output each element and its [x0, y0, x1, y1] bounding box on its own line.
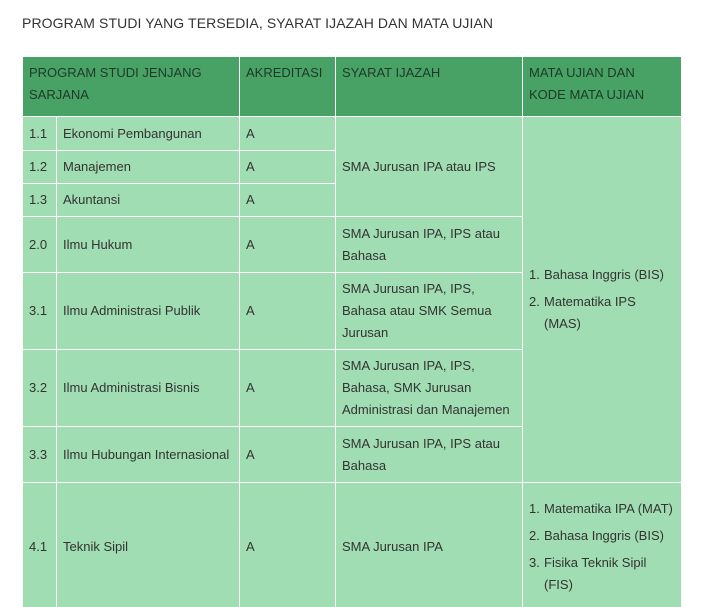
col-header-mata-ujian: MATA UJIAN DAN KODE MATA UJIAN: [523, 57, 682, 117]
syarat-ijazah: SMA Jurusan IPA atau IPS: [336, 117, 523, 217]
syarat-ijazah: SMA Jurusan IPA, IPS atau Bahasa: [336, 217, 523, 273]
syarat-ijazah: SMA Jurusan IPA, IPS atau Bahasa: [336, 427, 523, 483]
mata-ujian-list: [529, 264, 675, 335]
row-number: 1.1: [23, 117, 57, 151]
table-header-row: [23, 57, 682, 117]
akreditasi-value: A: [240, 217, 336, 273]
mata-ujian-cell: [523, 117, 682, 483]
akreditasi-value: A: [240, 427, 336, 483]
program-name: Ilmu Administrasi Publik: [57, 273, 240, 350]
list-item: 3. Fisika Teknik Sipil (FIS): [529, 554, 647, 592]
syarat-ijazah: SMA Jurusan IPA, IPS, Bahasa atau SMK Semua Jurusan: [336, 273, 523, 350]
program-name: Teknik Sipil: [57, 483, 240, 607]
list-item: 2. Matematika IPS (MAS): [529, 294, 636, 331]
row-number: 4.1: [23, 483, 57, 607]
col-header-syarat: SYARAT IJAZAH: [336, 57, 523, 117]
program-name: Akuntansi: [57, 184, 240, 217]
program-name: Ekonomi Pembangunan: [57, 117, 240, 151]
row-number: 1.3: [23, 184, 57, 217]
akreditasi-value: A: [240, 350, 336, 427]
row-number: 3.1: [23, 273, 57, 350]
akreditasi-value: A: [240, 184, 336, 217]
akreditasi-value: A: [240, 117, 336, 151]
program-name: Ilmu Hukum: [57, 217, 240, 273]
list-item: 1. Bahasa Inggris (BIS): [529, 267, 664, 282]
program-name: Manajemen: [57, 151, 240, 184]
list-item: 1. Matematika IPA (MAT): [529, 500, 673, 516]
akreditasi-value: A: [240, 151, 336, 184]
mata-ujian-list: [529, 498, 675, 596]
program-table: [22, 56, 682, 607]
col-header-program: PROGRAM STUDI JENJANG SARJANA: [23, 57, 240, 117]
program-name: Ilmu Administrasi Bisnis: [57, 350, 240, 427]
program-name: Ilmu Hubungan Internasional: [57, 427, 240, 483]
col-header-akreditasi: AKREDITASI: [240, 57, 336, 117]
table-row: [23, 117, 682, 151]
page-title: PROGRAM STUDI YANG TERSEDIA, SYARAT IJAZAH DAN MATA UJIAN: [22, 15, 494, 31]
row-number: 3.2: [23, 350, 57, 427]
row-number: 1.2: [23, 151, 57, 184]
list-item: 2. Bahasa Inggris (BIS): [529, 527, 664, 543]
row-number: 3.3: [23, 427, 57, 483]
akreditasi-value: A: [240, 273, 336, 350]
table-row: [23, 483, 682, 607]
syarat-ijazah: SMA Jurusan IPA: [336, 483, 523, 607]
mata-ujian-cell: [523, 483, 682, 607]
row-number: 2.0: [23, 217, 57, 273]
akreditasi-value: A: [240, 483, 336, 607]
syarat-ijazah: SMA Jurusan IPA, IPS, Bahasa, SMK Jurusan Administrasi dan Manajemen: [336, 350, 523, 427]
